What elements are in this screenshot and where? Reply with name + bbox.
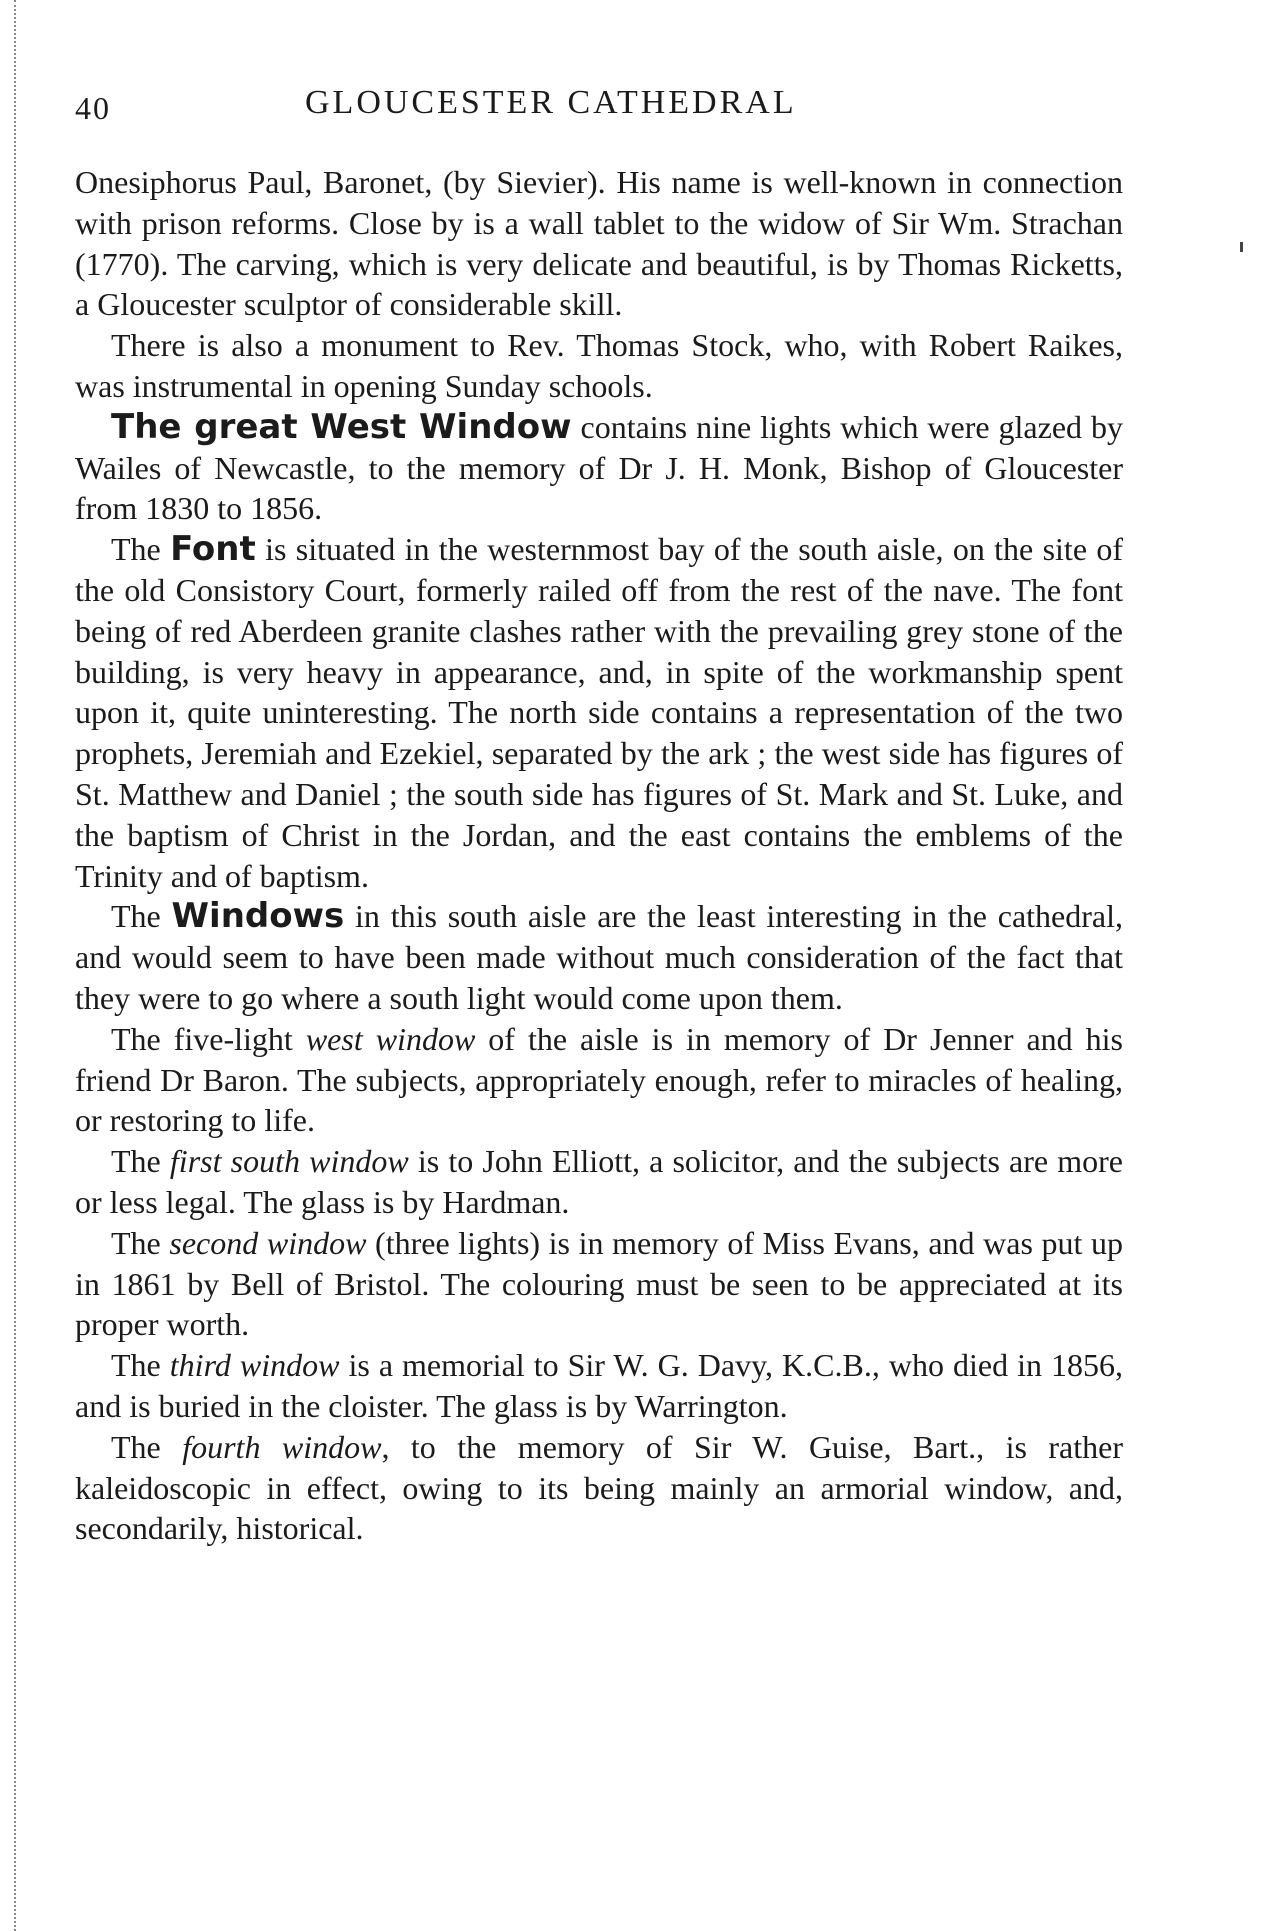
body-text [75,162,1123,1549]
paragraph-font [75,529,1123,896]
paragraph-text: is to John Elliott, a solicitor, and the subjects are more or less legal. The glass is by Hardman. [75,1143,1124,1220]
paragraph-lead: The [111,898,172,935]
paragraph-lead: The [111,1224,170,1261]
section-heading-west-window: The great West Window [111,406,572,447]
paragraph-text: is situated in the westernmost bay of the south aisle, on the site of the old Consistory Court, formerly railed off from the rest of the nave. The font being of red Aberdeen granite clashes rather with the prevailing grey stone of the building, is very heavy in appearance, and, in spite of the workmanship spent upon it, quite uninteresting. The north side contains a representation of the two prophets, Jeremiah and Ezekiel, separated by the ark ; the west side has figures of St. Matthew and Daniel ; the south side has figures of St. Mark and St. Luke, and the baptism of Christ in the Jordan, and the east contains the emblems of the Trinity and of baptism. [75,531,1124,894]
paragraph-lead: The [111,1143,170,1180]
page-header [75,80,1123,140]
paragraph-lead: The five-light [111,1020,306,1057]
paragraph-windows [75,896,1123,1018]
paragraph-west-window-aisle [75,1019,1123,1141]
paragraph-fourth-window [75,1427,1123,1549]
paragraph-text: Onesiphorus Paul, Baronet, (by Sievier). His name is well-known in connection with prison reforms. Close by is a wall tablet to the widow of Sir Wm. Strachan (1770). The carving, which is very delicate and beautiful, is by Thomas Ricketts, a Gloucester sculptor of considerable skill. [75,164,1123,323]
page-number: 40 [75,90,111,126]
paragraph-text: of the aisle is in memory of Dr Jenner and his friend Dr Baron. The subjects, appropriately enough, refer to miracles of healing, or restoring to life. [75,1020,1124,1139]
paragraph-lead: The [111,1428,183,1465]
paragraph-west-window [75,407,1123,529]
paragraph-text: in this south aisle are the least interesting in the cathedral, and would seem to have been made without much consideration of the fact that they were to go where a south light would come upon them. [75,898,1124,1016]
paragraph-first-south-window [75,1141,1123,1223]
page-margin-rule [14,0,17,1931]
paragraph-text: There is also a monument to Rev. Thomas Stock, who, with Robert Raikes, was instrumental in opening Sunday schools. [75,327,1123,404]
print-speck [1240,242,1243,252]
italic-term-second-window: second window [169,1224,367,1261]
italic-term-first-south-window: first south window [169,1143,409,1180]
running-title: GLOUCESTER CATHEDRAL [305,84,797,121]
paragraph-second-window [75,1223,1123,1345]
paragraph-continued [75,162,1123,325]
paragraph-text: , to the memory of Sir W. Guise, Bart., is rather kaleidoscopic in effect, owing to its being mainly an armorial window, and, secondarily, historical. [75,1428,1124,1547]
italic-term-third-window: third window [169,1347,340,1384]
paragraph-lead: The [111,1347,170,1384]
paragraph-lead: The [111,531,171,568]
paragraph-text: contains nine lights which were glazed by Wailes of Newcastle, to the memory of Dr J. H. Monk, Bishop of Gloucester from 1830 to 1856. [75,408,1124,527]
paragraph-text: is a memorial to Sir W. G. Davy, K.C.B., who died in 1856, and is buried in the cloister. The glass is by Warrington. [75,1347,1124,1424]
italic-term-west-window: west window [305,1020,476,1057]
paragraph-text: (three lights) is in memory of Miss Evans, and was put up in 1861 by Bell of Bristol. The colouring must be seen to be appreciated at its proper worth. [75,1224,1124,1343]
section-heading-windows: Windows [171,896,345,937]
paragraph-third-window [75,1345,1123,1427]
italic-term-fourth-window: fourth window [182,1428,382,1465]
book-page [75,80,1123,1549]
section-heading-font: Font [170,529,256,570]
paragraph-stock-monument [75,325,1123,407]
